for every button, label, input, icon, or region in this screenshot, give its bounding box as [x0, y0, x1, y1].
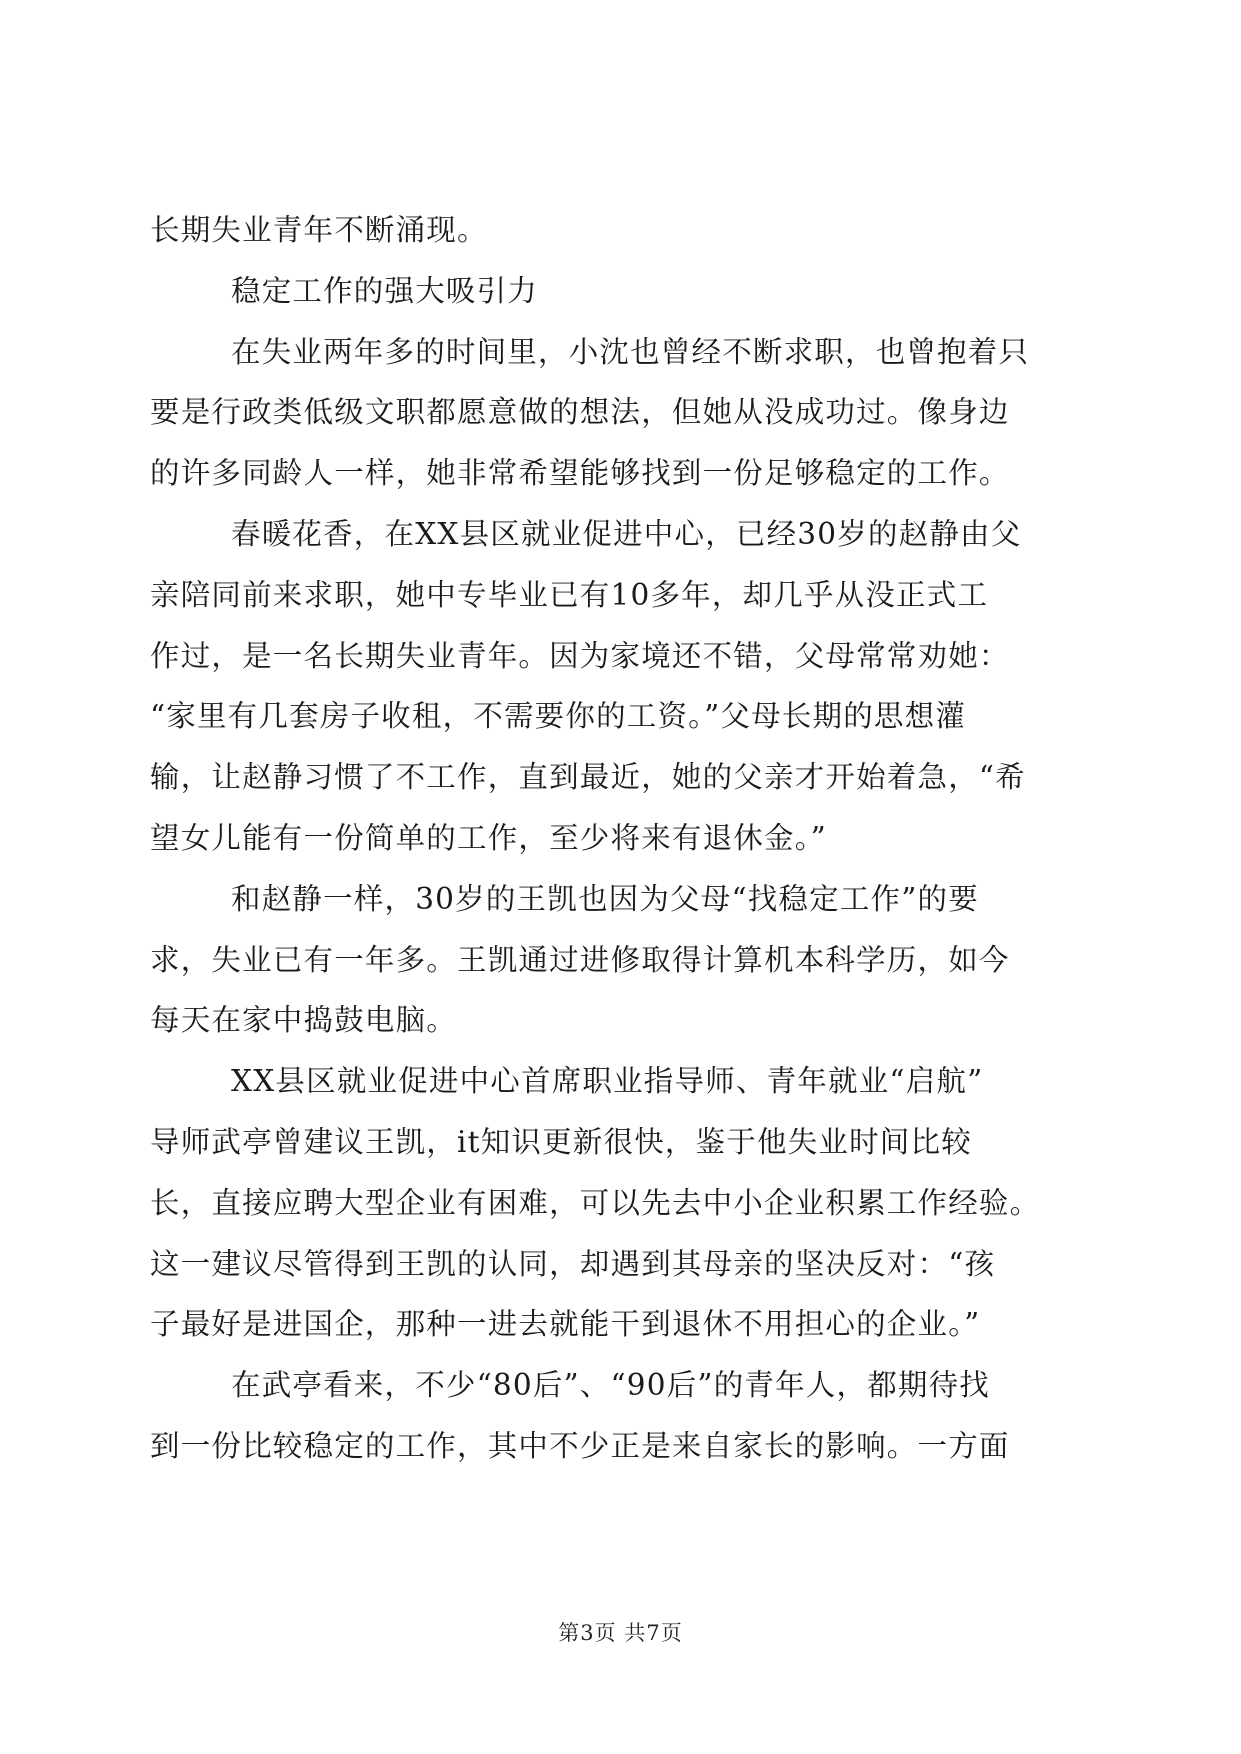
document-body: [150, 200, 1090, 1477]
text-line: 和赵静一样，30岁的王凯也因为父母“找稳定工作”的要: [231, 881, 979, 916]
text-line: 春暖花香，在XX县区就业促进中心，已经30岁的赵静由父: [231, 516, 1022, 551]
text-line: 的许多同龄人一样，她非常希望能够找到一份足够稳定的工作。: [150, 456, 1010, 491]
text-line: 导师武亭曾建议王凯，it知识更新很快，鉴于他失业时间比较: [150, 1124, 972, 1159]
text-line: 要是行政类低级文职都愿意做的想法，但她从没成功过。像身边: [150, 395, 1010, 430]
text-line: 作过，是一名长期失业青年。因为家境还不错，父母常常劝她：: [150, 638, 1010, 673]
text-line: 到一份比较稳定的工作，其中不少正是来自家长的影响。一方面: [150, 1428, 1010, 1463]
text-line: 稳定工作的强大吸引力: [231, 273, 539, 308]
text-line: 输，让赵静习惯了不工作，直到最近，她的父亲才开始着急，“希: [150, 760, 1026, 795]
text-line: 每天在家中捣鼓电脑。: [150, 1003, 458, 1038]
text-line: “家里有几套房子收租，不需要你的工资。”父母长期的思想灌: [150, 699, 967, 734]
text-line: 望女儿能有一份简单的工作，至少将来有退休金。”: [150, 820, 827, 855]
text-line: 在武亭看来，不少“80后”、“90后”的青年人，都期待找: [231, 1368, 991, 1403]
text-line: 长期失业青年不断涌现。: [150, 213, 488, 247]
text-line: 这一建议尽管得到王凯的认同，却遇到其母亲的坚决反对：“孩: [150, 1246, 996, 1281]
text-line: 求，失业已有一年多。王凯通过进修取得计算机本科学历，如今: [150, 942, 1010, 977]
text-line: 子最好是进国企，那种一进去就能干到退休不用担心的企业。”: [150, 1307, 981, 1342]
text-line: 在失业两年多的时间里，小沈也曾经不断求职，也曾抱着只: [231, 334, 1030, 369]
text-line: XX县区就业促进中心首席职业指导师、青年就业“启航”: [231, 1064, 984, 1099]
text-line: 亲陪同前来求职，她中专毕业已有10多年，却几乎从没正式工: [150, 577, 989, 612]
text-line: 长，直接应聘大型企业有困难，可以先去中小企业积累工作经验。: [150, 1185, 1041, 1220]
page-footer: 第3页 共7页: [558, 1621, 683, 1645]
